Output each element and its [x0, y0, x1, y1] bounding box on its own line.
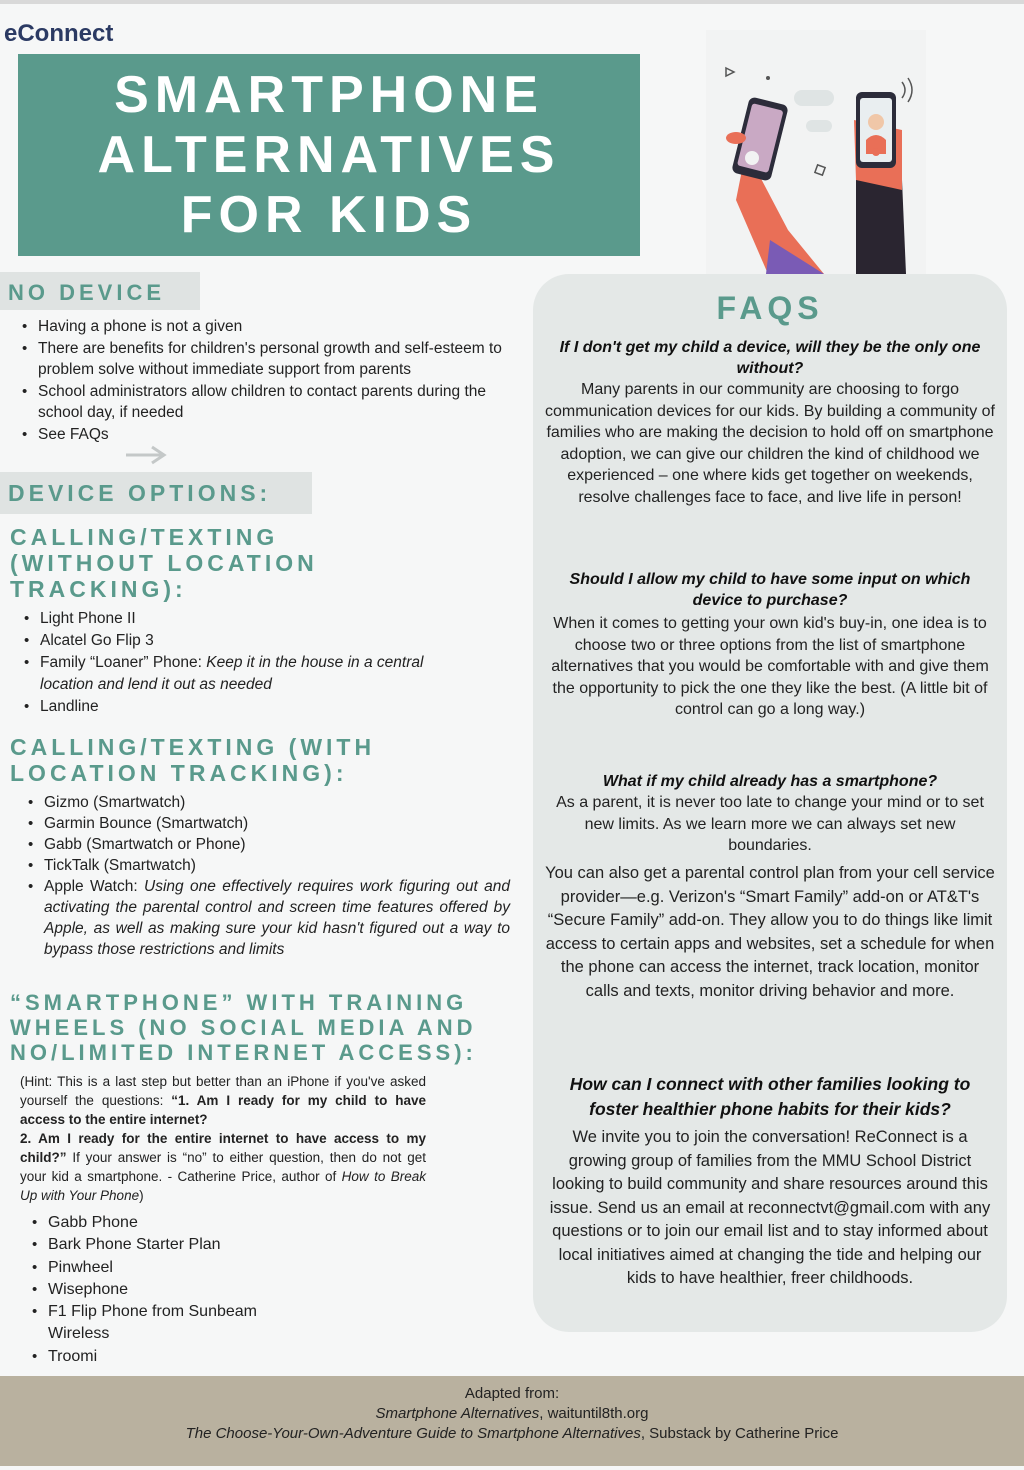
- list-item: • There are benefits for children's personal growth and self-esteem to problem solve without immediate support from parents: [18, 338, 504, 381]
- hint-mid: If your answer is “no” to either question, then do not get your kid a smartphone. - Catherine Price, author of: [20, 1150, 426, 1184]
- faq-answer-2: When it comes to getting your own kid's buy-in, one idea is to choose two or three options from the list of smartphone alternatives that you would be comfortable with and give them the opportunity to pick the one they like the best. (A little bit of control can go a long way.): [551, 615, 989, 718]
- hands-with-phones-icon: [706, 30, 926, 274]
- loaner-note: Keep it in the house in a central location and lend it out as needed: [40, 654, 424, 693]
- heading-line: (WITHOUT LOCATION: [10, 550, 318, 576]
- source-rest: , Substack by Catherine Price: [640, 1425, 839, 1442]
- faq-answer-1: Many parents in our community are choosing to forgo communication devices for our kids. By building a community of families who are making the decision to hold off on smartphone adoption, we can give our children the kind of childhood we experienced – one where kids get together on weekends, resolve challenges face to face, and live life in person!: [545, 381, 995, 506]
- device-options-heading: DEVICE OPTIONS:: [0, 472, 312, 514]
- hint-book: How to Break Up with Your Phone: [20, 1169, 426, 1203]
- list-item: [20, 652, 440, 696]
- hint-end: ): [139, 1188, 144, 1203]
- calling-location-list: [24, 792, 510, 960]
- list-item: • School administrators allow children to contact parents during the school day, if needed: [18, 381, 504, 424]
- training-wheels-list: [28, 1212, 328, 1368]
- hint-text: [20, 1072, 426, 1205]
- apple-note: Using one effectively requires work figuring out and activating the parental control and screen time features offered by Apple, as well as making sure your kid hasn't figured out a way to bypass those restrictions and limits: [44, 878, 510, 958]
- no-device-list: [18, 316, 504, 445]
- heading-line: “SMARTPHONE” WITH TRAINING: [10, 990, 468, 1015]
- list-item: • Pinwheel: [28, 1257, 328, 1279]
- list-item: • F1 Flip Phone from Sunbeam Wireless: [28, 1301, 318, 1346]
- logo: eConnect: [4, 20, 114, 47]
- list-item: • Gabb (Smartwatch or Phone): [24, 834, 510, 855]
- heading-line: CALLING/TEXTING: [10, 524, 279, 550]
- title-line-1: SMARTPHONE: [114, 66, 544, 124]
- list-item: • Gizmo (Smartwatch): [24, 792, 510, 813]
- footer: [0, 1376, 1024, 1466]
- source-rest: , waituntil8th.org: [539, 1405, 649, 1422]
- list-item: • Wisephone: [28, 1279, 328, 1301]
- list-item: • Bark Phone Starter Plan: [28, 1234, 328, 1256]
- footer-source-1: [0, 1404, 1024, 1424]
- arrow-right-icon: [124, 444, 168, 466]
- list-item: [24, 876, 510, 960]
- faq-question-1: If I don't get my child a device, will they be the only one without?: [559, 339, 981, 377]
- source-title: The Choose-Your-Own-Adventure Guide to Smartphone Alternatives: [185, 1425, 641, 1442]
- list-item: • Garmin Bounce (Smartwatch): [24, 813, 510, 834]
- heading-line: CALLING/TEXTING (WITH: [10, 734, 376, 760]
- list-item: • Landline: [20, 696, 440, 718]
- no-device-heading: NO DEVICE: [0, 272, 200, 310]
- faq-question-2: Should I allow my child to have some input on which device to purchase?: [569, 571, 971, 609]
- heading-line: LOCATION TRACKING):: [10, 760, 348, 786]
- source-title: Smartphone Alternatives: [375, 1405, 540, 1422]
- hint-pre: (Hint: This is a last step but better than an iPhone if you've asked yourself the questions:: [20, 1074, 426, 1108]
- faq-question-4: How can I connect with other families looking to foster healthier phone habits for their kids?: [569, 1074, 971, 1119]
- list-item: • Light Phone II: [20, 608, 440, 630]
- faq-answer-4: We invite you to join the conversation! ReConnect is a growing group of families from the MMU School District looking to build community and share resources around this issue. Send us an email at reconnectvt@gmail.com with any questions or to join our email list and to stay informed about local initiatives aimed at changing the tide and helping our kids to have healthier, freer childhoods.: [549, 1128, 991, 1287]
- title-line-3: FOR KIDS: [180, 186, 478, 244]
- footer-source-2: [0, 1424, 1024, 1444]
- list-item: • Gabb Phone: [28, 1212, 328, 1234]
- hint-question-1: “1. Am I ready for my child to have access to the entire internet?: [20, 1093, 426, 1127]
- list-item: • TickTalk (Smartwatch): [24, 855, 510, 876]
- hero-illustration: [706, 30, 926, 274]
- title-banner: [18, 54, 640, 256]
- list-item: • Alcatel Go Flip 3: [20, 630, 440, 652]
- calling-no-location-heading: [10, 524, 318, 602]
- faq-question-3: What if my child already has a smartphone?: [602, 773, 938, 790]
- list-item: • See FAQs: [18, 424, 504, 446]
- apple-label: Apple Watch:: [44, 878, 145, 895]
- list-item: • Troomi: [28, 1346, 328, 1368]
- heading-line: NO/LIMITED INTERNET ACCESS):: [10, 1040, 477, 1065]
- heading-line: WHEELS (NO SOCIAL MEDIA AND: [10, 1015, 477, 1040]
- heading-line: TRACKING):: [10, 576, 187, 602]
- faq-answer-3b: You can also get a parental control plan from your cell service provider—e.g. Verizon's “Smart Family” add-on or AT&T's “Secure Family” add-on. They allow you to do things like limit access to certain apps and websites, set a schedule for when the phone can access the internet, track location, monitor calls and texts, monitor driving behavior and more.: [545, 864, 995, 1000]
- title-line-2: ALTERNATIVES: [97, 126, 561, 184]
- list-item: • Having a phone is not a given: [18, 316, 504, 338]
- loaner-label: Family “Loaner” Phone:: [40, 654, 207, 671]
- calling-location-heading: [10, 734, 375, 786]
- calling-no-location-list: [20, 608, 440, 718]
- footer-line-1: Adapted from:: [464, 1385, 560, 1402]
- faq-answer-3: As a parent, it is never too late to change your mind or to set new limits. As we learn more we can always set new boundaries.: [556, 794, 984, 854]
- faq-title: FAQS: [716, 290, 824, 326]
- hint-question-2: 2. Am I ready for the entire internet to have access to my child?”: [20, 1131, 426, 1165]
- training-wheels-heading: [10, 990, 477, 1065]
